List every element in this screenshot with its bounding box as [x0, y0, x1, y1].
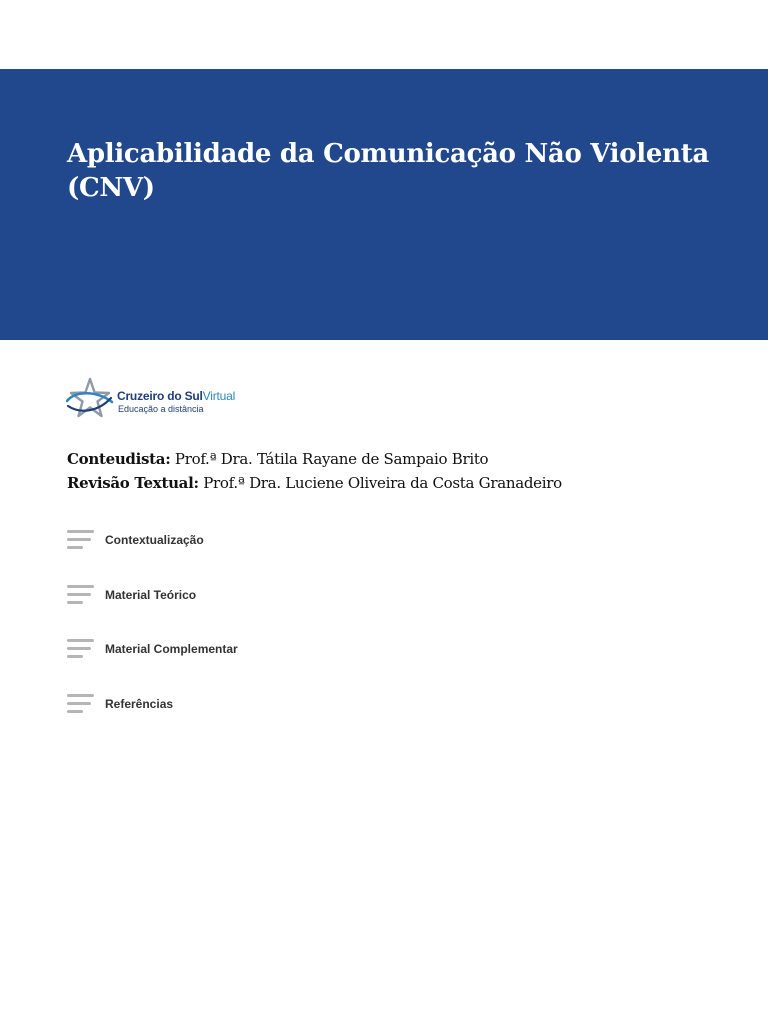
cruzeiro-do-sul-virtual-logo	[66, 376, 246, 420]
credits	[67, 447, 562, 495]
reviewer-name: Prof.ª Dra. Luciene Oliveira da Costa Granadeiro	[203, 474, 562, 492]
toc-item-label: Material Complementar	[105, 642, 238, 656]
toc-item-label: Contextualização	[105, 533, 204, 547]
reviewer-label: Revisão Textual:	[67, 474, 199, 492]
toc-item-material-teorico[interactable]	[67, 584, 327, 608]
author-line	[67, 447, 562, 471]
logo-brand-secondary: Virtual	[202, 389, 236, 403]
toc-item-label: Material Teórico	[105, 588, 197, 602]
menu-lines-icon	[67, 584, 95, 606]
logo-tagline: Educação a distância	[118, 404, 204, 414]
star-orbit-logo-icon	[66, 376, 114, 420]
toc-item-referencias[interactable]	[67, 693, 327, 717]
toc-item-contextualizacao[interactable]	[67, 529, 327, 553]
reviewer-line	[67, 471, 562, 495]
menu-lines-icon	[67, 693, 95, 715]
page-title: Aplicabilidade da Comunicação Não Violenta (CNV)	[67, 139, 709, 203]
toc-item-material-complementar[interactable]	[67, 638, 327, 662]
logo-brand-name	[117, 389, 235, 403]
menu-lines-icon	[67, 529, 95, 551]
author-name: Prof.ª Dra. Tátila Rayane de Sampaio Brito	[174, 450, 489, 468]
toc-item-label: Referências	[105, 697, 174, 711]
menu-lines-icon	[67, 638, 95, 660]
logo-brand-primary: Cruzeiro do Sul	[117, 389, 203, 403]
author-label: Conteudista:	[67, 450, 171, 468]
